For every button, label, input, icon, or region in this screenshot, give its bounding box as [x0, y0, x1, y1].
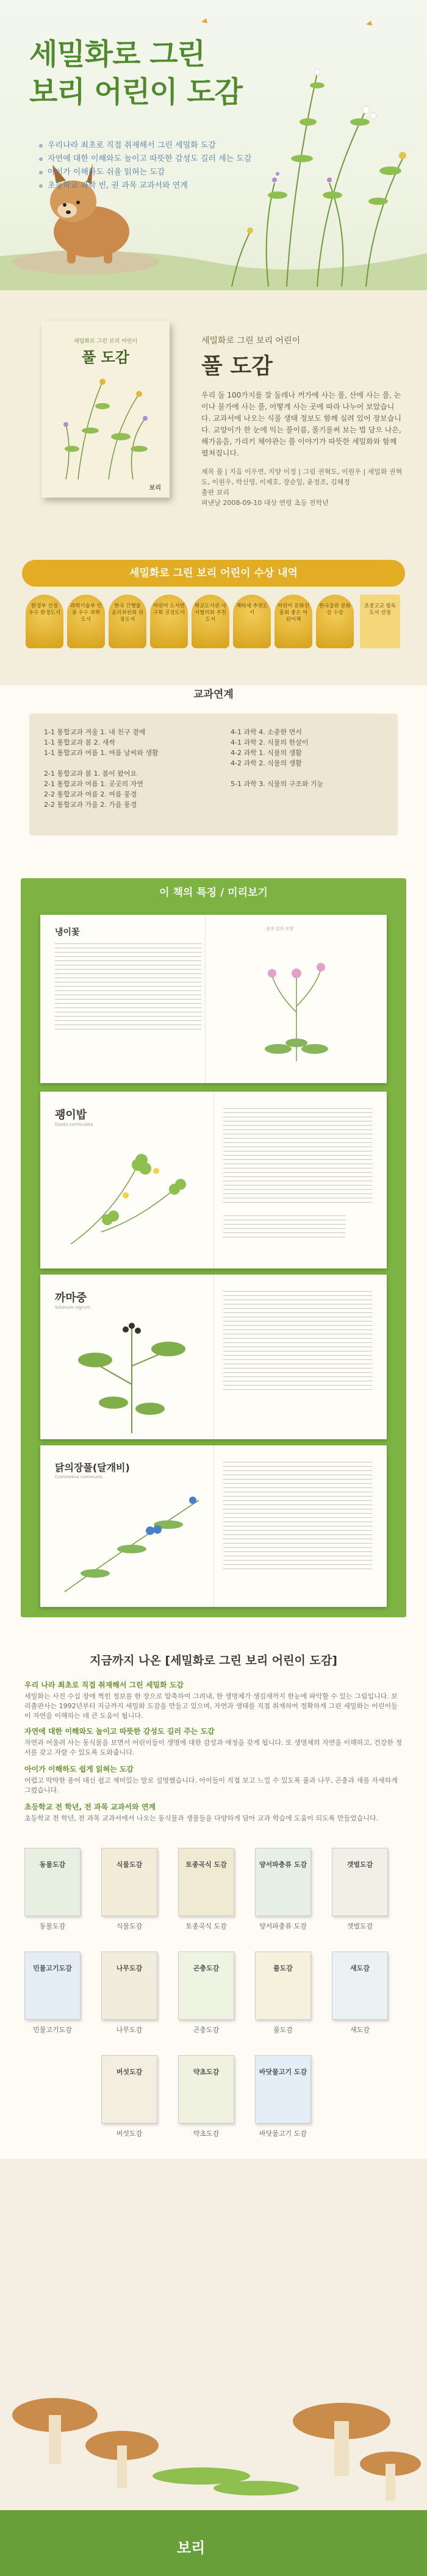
- preview-page[interactable]: [40, 1275, 387, 1439]
- award-label: 어린이 문화진흥회 좋은 어린이책: [278, 603, 309, 623]
- award-label: 초중고교 필독 도서 선정: [364, 603, 396, 616]
- thumb-title: 풀도감: [273, 1964, 293, 1972]
- book-cover-caption: 바닷물고기 도감: [259, 2130, 307, 2138]
- book-cover[interactable]: [41, 321, 170, 498]
- book-cover-caption: 나무도감: [116, 2026, 143, 2034]
- footer-publisher-logo[interactable]: 보리: [177, 2539, 206, 2556]
- book-cover-thumb[interactable]: [332, 1848, 388, 1916]
- book-cover-thumb[interactable]: [332, 1952, 388, 2020]
- preview-text-block: [223, 1460, 372, 1570]
- book-cover-thumb[interactable]: [24, 1848, 81, 1916]
- plant-illustration: [248, 939, 345, 1061]
- preview-text-block: [223, 1289, 372, 1393]
- award-label: 책따세 추천도서: [236, 603, 268, 616]
- award-label: 어린이 도서연구회 권장도서: [153, 603, 185, 616]
- award-label: 과학기술부 인증 우수 과학도서: [70, 603, 102, 623]
- preview-text-block: [223, 1214, 345, 1238]
- curriculum-box: [29, 714, 398, 835]
- footer: [0, 2510, 427, 2576]
- hero-bullet: 우리나라 최초로 직접 취재해서 그린 세밀화 도감: [39, 139, 251, 152]
- thumb-title: 민물고기도감: [33, 1964, 72, 1972]
- hero-bullet: 아이가 이해하도 쉬울 읽혀는 도감: [39, 166, 251, 179]
- curriculum-item: 2-2 통합교과 여름 2. 여름 풍경: [44, 790, 137, 798]
- plant-illustration: [65, 1311, 199, 1433]
- thumb-title: 동물도감: [39, 1861, 66, 1869]
- curriculum-item: 2-1 통합교과 여름 1. 곳곳의 자연: [44, 780, 143, 788]
- award-badge: [150, 595, 188, 648]
- thumb-title: 갯벌도감: [346, 1861, 373, 1869]
- hero-title: [29, 35, 242, 111]
- curriculum-item: 4-2 과학 1. 식물의 생활: [231, 749, 302, 757]
- book-cover-thumb[interactable]: [255, 2055, 311, 2123]
- hero-bullet-list: [39, 139, 251, 193]
- book-cover-caption: 곤충도감: [193, 2026, 220, 2034]
- plant-illustration: [59, 1482, 205, 1598]
- curriculum-item: 1-1 통합교과 여름 1. 여름 날씨와 생활: [44, 749, 159, 757]
- features-title: 이 책의 특징 / 미리보기: [159, 887, 268, 899]
- book-meta-line: 펴낸날 2008-09-10 대상 연령 초등 전학년: [201, 499, 329, 507]
- thumb-title: 새도감: [350, 1964, 370, 1972]
- curriculum-left-list: [44, 727, 215, 810]
- award-badge: [316, 595, 354, 648]
- book-cover-caption: 토종곡식 도감: [185, 1922, 227, 1930]
- book-cover-caption: 식물도감: [116, 1922, 143, 1930]
- hero-title-line2: 보리 어린이 도감: [29, 75, 242, 109]
- award-badge: [233, 595, 271, 648]
- series-section-heading: 초등학교 전 학년, 전 과목 교과서와 연계: [24, 1803, 156, 1811]
- preview-page-title: 괭이밥: [55, 1109, 87, 1122]
- preview-page-title: 까마중: [55, 1292, 87, 1304]
- book-cover-thumb[interactable]: [101, 2055, 157, 2123]
- award-label: 학교도서관 사서협의회 추천도서: [195, 603, 226, 623]
- series-section-text: 자연과 어울려 사는 동식물을 보면서 어린이들이 생명에 대한 감성과 애정을 갖게 됩니다. 또 생명체의 자연을 이해하고, 건강한 정서를 갖고 자랄 수 있도록 도와줍니다.: [24, 1739, 402, 1756]
- preview-page-title: 닭의장풀(달개비): [55, 1462, 130, 1473]
- page-divider: [205, 915, 206, 1083]
- curriculum-item: 1-1 통합교과 봄 2. 새싹: [44, 739, 115, 746]
- book-description: 우리 둘 100가지를 잘 둘레나 꺼가에 사는 풀, 산에 사는 풀, 논이나 물가에 사는 풀, 어떻게 사는 곳에 따라 나누어 보았습니다. 교과서에 나오는 식물 생태 정보도 함께 실려 있어 장보습니다. 교양이가 한 눈에 익는 풀이름, 풀기를써 보는 법 담으 나은, 해가음을, 가리키 채야관는 풀 이야기가 따뜻한 세밀화와 함께 펼쳐집니다.: [201, 391, 401, 457]
- book-meta-line: 제목 풀 | 지음 이우연, 지양 이정 | 그림 권혁도, 이원우 | 세밀화 권혁도, 이원우, 박신영, 이제호, 장순일, 윤정조, 김혜정: [201, 468, 403, 486]
- thumb-title: 바닷물고기 도감: [259, 2068, 307, 2076]
- book-cover-caption: 양서파충류 도감: [259, 1922, 307, 1930]
- curriculum-item: 2-1 통합교과 봄 1. 봄이 왔어요: [44, 770, 137, 778]
- series-section-heading: 자연에 대한 이해와도 놀이고 따뜻한 감성도 길러 주는 도감: [24, 1727, 215, 1736]
- book-cover-caption: 동물도감: [39, 1922, 66, 1930]
- thumb-title: 약초도감: [193, 2068, 220, 2076]
- curriculum-item: 2-2 통합교과 가을 2. 가을 풍경: [44, 801, 137, 809]
- cover-illustration: [54, 370, 157, 479]
- hero-banner: [0, 0, 427, 290]
- curriculum-item: 1-1 통합교과 겨울 1. 내 친구 곁에: [44, 728, 146, 736]
- award-badge: [274, 595, 312, 648]
- curriculum-item: 4-1 과학 4. 소중한 면서: [231, 728, 302, 736]
- book-cover-thumb[interactable]: [24, 1952, 81, 2020]
- book-title: 풀 도감: [201, 354, 273, 379]
- curriculum-spacer: [44, 758, 215, 768]
- book-cover-caption: 민물고기도감: [33, 2026, 72, 2034]
- book-cover-thumb[interactable]: [178, 1848, 234, 1916]
- preview-page[interactable]: [40, 1445, 387, 1607]
- mushroom-illustration: [0, 2159, 427, 2510]
- award-badge: [26, 595, 63, 648]
- book-cover-caption: 새도감: [350, 2026, 370, 2034]
- curriculum-right-list: [231, 727, 389, 789]
- preview-page[interactable]: [40, 1092, 387, 1268]
- thumb-title: 식물도감: [116, 1861, 143, 1869]
- award-badge: [192, 595, 229, 648]
- award-badge: [360, 595, 400, 648]
- cover-title: 풀 도감: [82, 349, 129, 366]
- plant-illustration: [65, 1128, 199, 1250]
- cover-publisher: 보리: [149, 485, 161, 492]
- curriculum-item: 4-2 과학 2. 식물의 생활: [231, 759, 302, 767]
- preview-page[interactable]: [40, 915, 387, 1083]
- thumb-title: 버섯도감: [116, 2068, 143, 2076]
- hero-title-line1: 세밀화로 그린: [29, 37, 205, 71]
- preview-page-subtitle: Commelina communis: [55, 1475, 103, 1479]
- book-cover-caption: 버섯도감: [116, 2130, 143, 2138]
- book-cover-caption: 약초도감: [193, 2130, 220, 2138]
- preview-page-title: 냉이꽃: [55, 928, 80, 937]
- series-title: 지금까지 나온 [세밀화로 그린 보리 어린이 도감]: [90, 1654, 337, 1667]
- series-section-text: 세밀화는 사진 수십 장에 찍힌 정보를 한 장으로 압축하여 그려내, 한 생명체가 생김새까지 한눈에 파악할 수 있는 그림입니다. 보리출판사는 1992년부터 지금까지 세밀화 도감을 만들고 있으며, 자연과 생태를 직접 취재하여 정확하게 그린 세밀화는 어린이들이 자연을 이해하는 데 큰 도움이 됩니다.: [24, 1692, 398, 1720]
- award-badge: [67, 595, 105, 648]
- series-section-text: 어렵고 딱딱한 용어 대신 쉽고 재미있는 말로 설명했습니다. 아이들이 직접 보고 느낄 수 있도록 풀과 나무, 곤충과 새를 자세하게 그렸습니다.: [24, 1776, 398, 1794]
- award-label: 한국 간행물 윤리위원회 권장도서: [112, 603, 143, 623]
- award-title: 세밀화로 그린 보리 어린이 수상 내역: [22, 560, 405, 587]
- book-cover-thumb[interactable]: [178, 1952, 234, 2020]
- preview-text-block: [55, 942, 201, 1033]
- thumb-title: 양서파충류 도감: [259, 1861, 307, 1869]
- curriculum-spacer: [231, 768, 389, 779]
- series-section-heading: 우리 나라 최초로 직접 취재해서 그린 세밀화 도감: [24, 1681, 184, 1689]
- book-cover-thumb[interactable]: [255, 1952, 311, 2020]
- award-badge: [109, 595, 146, 648]
- cover-series: 세밀화로 그린 보리 어린이: [73, 338, 138, 345]
- hero-bullet: 초등학교 과학 빈, 권 과목 교과서와 연계: [39, 179, 251, 193]
- book-meta-line: 출판 보리: [201, 488, 230, 496]
- preview-page-subtitle: 꽃과 잎의 모양: [266, 926, 294, 931]
- hero-bullet: 자연에 대한 이해와도 놀이고 따뜻한 감성도 길러 세는 도감: [39, 152, 251, 166]
- curriculum-item: 5-1 과학 3. 식물의 구조와 기능: [231, 780, 324, 788]
- preview-page-subtitle: Solanum nigrum: [55, 1305, 90, 1310]
- award-label: 한국출판 문화상 수상: [319, 603, 351, 616]
- thumb-title: 토종곡식 도감: [185, 1861, 227, 1869]
- curriculum-item: 4-1 과학 2. 식물의 한살이: [231, 739, 309, 746]
- preview-text-block: [223, 1106, 372, 1204]
- series-section-text: 초등학교 전 학년, 전 과목 교과서에서 나오는 동식물과 생물들을 다양하게 담아 교과 학습에 도움이 되도록 만들었습니다.: [24, 1814, 379, 1822]
- book-info: [201, 334, 403, 508]
- book-cover-thumb[interactable]: [178, 2055, 234, 2123]
- book-cover-thumb[interactable]: [255, 1848, 311, 1916]
- book-cover-thumb[interactable]: [101, 1952, 157, 2020]
- award-label: 환경부 선정 우수 환경도서: [29, 603, 60, 616]
- thumb-title: 곤충도감: [193, 1964, 220, 1972]
- book-cover-caption: 갯벌도감: [346, 1922, 373, 1930]
- curriculum-title: 교과연계: [193, 689, 234, 701]
- book-meta: [201, 467, 403, 508]
- book-cover-thumb[interactable]: [101, 1848, 157, 1916]
- series-section-heading: 아이가 이해하도 쉽게 읽혀는 도감: [24, 1765, 134, 1773]
- book-cover-caption: 풀도감: [273, 2026, 293, 2034]
- thumb-title: 나무도감: [116, 1964, 143, 1972]
- book-subtitle: 세밀화로 그린 보리 어린이: [201, 336, 301, 346]
- preview-page-subtitle: Oxalis corniculata: [55, 1122, 93, 1127]
